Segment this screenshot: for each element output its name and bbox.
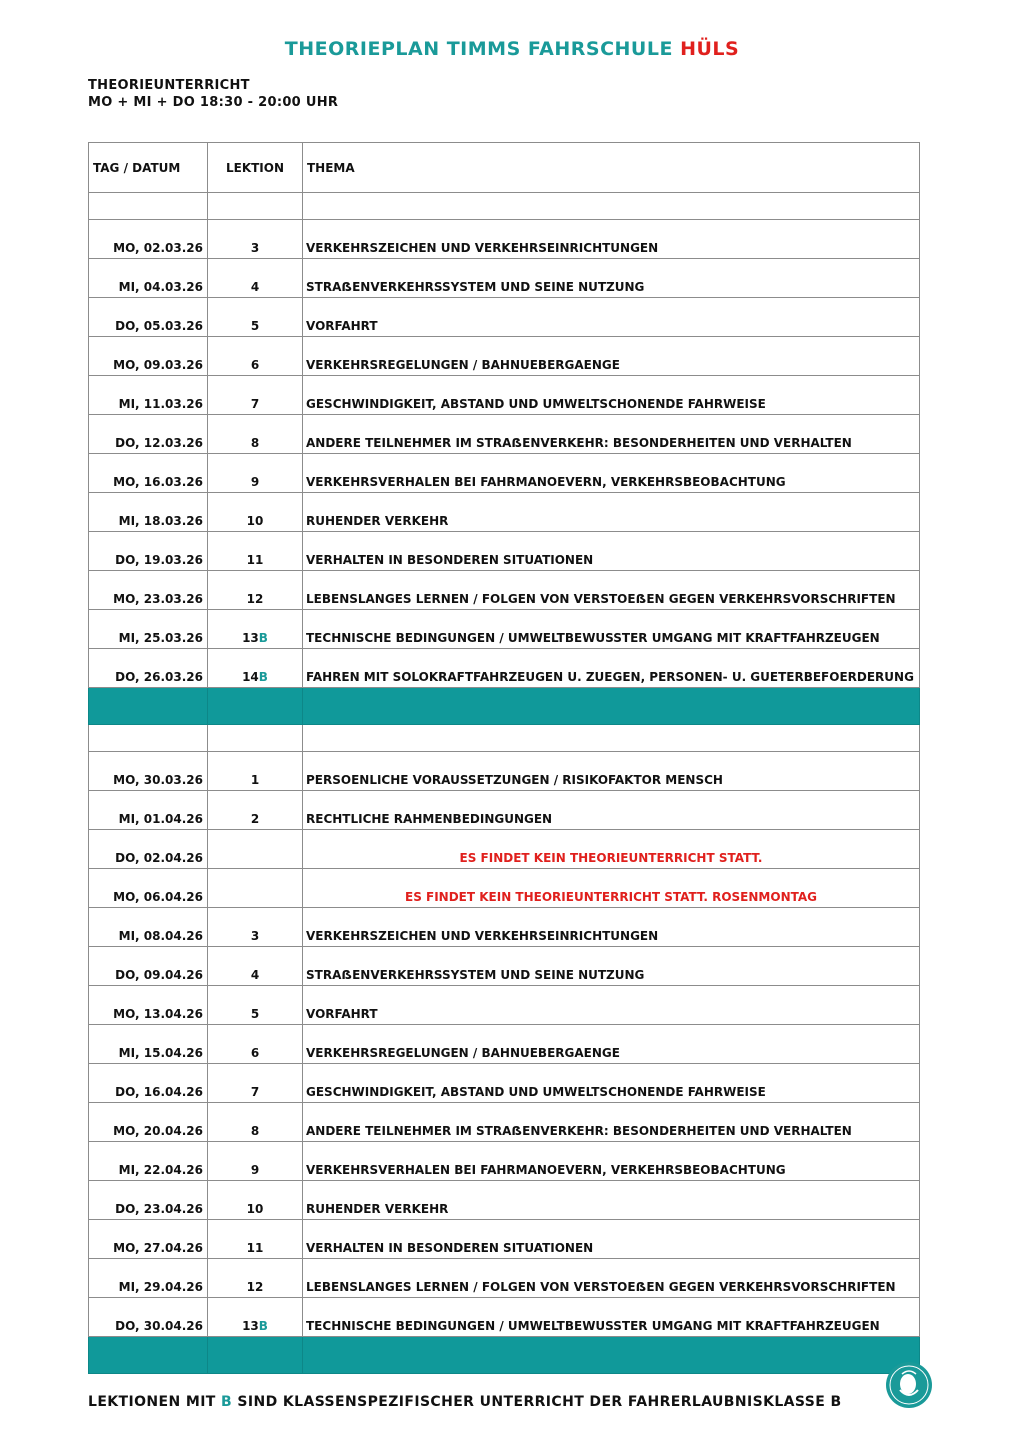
row-date: DO, 02.04.26 bbox=[89, 830, 208, 869]
footer-text-after: SIND KLASSENSPEZIFISCHER UNTERRICHT DER FAHRERLAUBNISKLASSE B bbox=[232, 1394, 842, 1410]
row-lesson bbox=[208, 376, 303, 415]
lesson-number: 8 bbox=[250, 1124, 260, 1138]
header-topic: THEMA bbox=[303, 143, 920, 193]
row-lesson bbox=[208, 532, 303, 571]
table-row bbox=[89, 869, 920, 908]
row-topic: VERKEHRSZEICHEN UND VERKEHRSEINRICHTUNGEN bbox=[303, 908, 920, 947]
row-topic: TECHNISCHE BEDINGUNGEN / UMWELTBEWUSSTER UMGANG MIT KRAFTFAHRZEUGEN bbox=[303, 610, 920, 649]
footer-note bbox=[88, 1394, 842, 1410]
lesson-class-suffix: B bbox=[258, 631, 268, 645]
row-date: MI, 04.03.26 bbox=[89, 259, 208, 298]
row-lesson bbox=[208, 791, 303, 830]
row-date: MO, 16.03.26 bbox=[89, 454, 208, 493]
row-topic: VERHALTEN IN BESONDEREN SITUATIONEN bbox=[303, 532, 920, 571]
table-row bbox=[89, 1220, 920, 1259]
table-row bbox=[89, 259, 920, 298]
row-notice: ES FINDET KEIN THEORIEUNTERRICHT STATT. bbox=[303, 830, 920, 869]
row-topic: GESCHWINDIGKEIT, ABSTAND UND UMWELTSCHONENDE FAHRWEISE bbox=[303, 1064, 920, 1103]
table-row bbox=[89, 571, 920, 610]
lesson-number: 12 bbox=[246, 592, 264, 606]
lesson-number: 11 bbox=[246, 553, 264, 567]
row-topic: PERSOENLICHE VORAUSSETZUNGEN / RISIKOFAKTOR MENSCH bbox=[303, 752, 920, 791]
row-topic: STRAẞENVERKEHRSSYSTEM UND SEINE NUTZUNG bbox=[303, 947, 920, 986]
table-row bbox=[89, 337, 920, 376]
row-lesson bbox=[208, 869, 303, 908]
lesson-number: 9 bbox=[250, 475, 260, 489]
table-row bbox=[89, 415, 920, 454]
row-lesson bbox=[208, 1259, 303, 1298]
spacer-cell bbox=[208, 725, 303, 752]
lesson-number: 9 bbox=[250, 1163, 260, 1177]
row-lesson bbox=[208, 752, 303, 791]
spacer-row bbox=[89, 193, 920, 220]
table-row bbox=[89, 532, 920, 571]
row-date: MI, 25.03.26 bbox=[89, 610, 208, 649]
row-date: DO, 09.04.26 bbox=[89, 947, 208, 986]
row-date: MO, 20.04.26 bbox=[89, 1103, 208, 1142]
header-date: TAG / DATUM bbox=[89, 143, 208, 193]
row-lesson bbox=[208, 947, 303, 986]
table-row bbox=[89, 454, 920, 493]
row-date: DO, 05.03.26 bbox=[89, 298, 208, 337]
row-date: DO, 12.03.26 bbox=[89, 415, 208, 454]
row-topic: RECHTLICHE RAHMENBEDINGUNGEN bbox=[303, 791, 920, 830]
row-topic: STRAẞENVERKEHRSSYSTEM UND SEINE NUTZUNG bbox=[303, 259, 920, 298]
spacer-cell bbox=[89, 193, 208, 220]
lesson-number: 5 bbox=[250, 1007, 260, 1021]
row-date: MI, 08.04.26 bbox=[89, 908, 208, 947]
title-accent: HÜLS bbox=[680, 38, 740, 60]
lesson-number: 6 bbox=[250, 358, 260, 372]
lesson-class-suffix: B bbox=[258, 670, 268, 684]
row-lesson bbox=[208, 1220, 303, 1259]
row-lesson bbox=[208, 1181, 303, 1220]
row-date: DO, 16.04.26 bbox=[89, 1064, 208, 1103]
row-lesson bbox=[208, 493, 303, 532]
row-date: MI, 18.03.26 bbox=[89, 493, 208, 532]
row-lesson bbox=[208, 415, 303, 454]
row-date: MI, 01.04.26 bbox=[89, 791, 208, 830]
row-date: MO, 06.04.26 bbox=[89, 869, 208, 908]
row-lesson bbox=[208, 337, 303, 376]
row-lesson bbox=[208, 1025, 303, 1064]
row-date: MO, 13.04.26 bbox=[89, 986, 208, 1025]
table-row bbox=[89, 220, 920, 259]
subtitle-line1: THEORIEUNTERRICHT bbox=[88, 78, 250, 93]
band-cell bbox=[208, 688, 303, 725]
table-row bbox=[89, 298, 920, 337]
row-topic: LEBENSLANGES LERNEN / FOLGEN VON VERSTOEẞEN GEGEN VERKEHRSVORSCHRIFTEN bbox=[303, 1259, 920, 1298]
band-cell bbox=[208, 1337, 303, 1374]
row-topic: RUHENDER VERKEHR bbox=[303, 1181, 920, 1220]
band-cell bbox=[303, 688, 920, 725]
row-topic: VERKEHRSREGELUNGEN / BAHNUEBERGAENGE bbox=[303, 337, 920, 376]
row-date: MO, 27.04.26 bbox=[89, 1220, 208, 1259]
row-lesson bbox=[208, 649, 303, 688]
row-topic: VERKEHRSZEICHEN UND VERKEHRSEINRICHTUNGEN bbox=[303, 220, 920, 259]
row-topic: VORFAHRT bbox=[303, 298, 920, 337]
row-lesson bbox=[208, 908, 303, 947]
row-topic: TECHNISCHE BEDINGUNGEN / UMWELTBEWUSSTER UMGANG MIT KRAFTFAHRZEUGEN bbox=[303, 1298, 920, 1337]
schedule-table bbox=[88, 142, 920, 1374]
row-topic: VERKEHRSVERHALEN BEI FAHRMANOEVERN, VERKEHRSBEOBACHTUNG bbox=[303, 454, 920, 493]
lesson-number: 4 bbox=[250, 280, 260, 294]
table-row bbox=[89, 1298, 920, 1337]
row-lesson bbox=[208, 1064, 303, 1103]
title-main: THEORIEPLAN TIMMS FAHRSCHULE bbox=[284, 38, 681, 60]
row-lesson bbox=[208, 298, 303, 337]
lesson-number: 14 bbox=[242, 670, 259, 684]
row-date: MI, 11.03.26 bbox=[89, 376, 208, 415]
lesson-number: 7 bbox=[250, 1085, 260, 1099]
row-date: MO, 23.03.26 bbox=[89, 571, 208, 610]
lesson-number: 3 bbox=[250, 241, 260, 255]
table-row bbox=[89, 947, 920, 986]
row-date: MO, 09.03.26 bbox=[89, 337, 208, 376]
footer-accent: B bbox=[221, 1394, 233, 1410]
row-notice: ES FINDET KEIN THEORIEUNTERRICHT STATT. ROSENMONTAG bbox=[303, 869, 920, 908]
table-row bbox=[89, 908, 920, 947]
row-topic: VORFAHRT bbox=[303, 986, 920, 1025]
row-date: MI, 22.04.26 bbox=[89, 1142, 208, 1181]
school-logo-icon bbox=[884, 1360, 934, 1410]
table-row bbox=[89, 649, 920, 688]
page-title bbox=[0, 38, 1024, 60]
band-cell bbox=[89, 688, 208, 725]
lesson-number: 3 bbox=[250, 929, 260, 943]
spacer-cell bbox=[303, 725, 920, 752]
row-topic: ANDERE TEILNEHMER IM STRAẞENVERKEHR: BESONDERHEITEN UND VERHALTEN bbox=[303, 415, 920, 454]
table-row bbox=[89, 986, 920, 1025]
row-date: DO, 23.04.26 bbox=[89, 1181, 208, 1220]
row-topic: RUHENDER VERKEHR bbox=[303, 493, 920, 532]
footer-text-before: LEKTIONEN MIT bbox=[88, 1394, 222, 1410]
band-cell bbox=[303, 1337, 920, 1374]
row-date: MI, 15.04.26 bbox=[89, 1025, 208, 1064]
lesson-class-suffix: B bbox=[258, 1319, 268, 1333]
lesson-number: 5 bbox=[250, 319, 260, 333]
lesson-number: 7 bbox=[250, 397, 260, 411]
row-lesson bbox=[208, 220, 303, 259]
table-row bbox=[89, 1025, 920, 1064]
table-row bbox=[89, 1142, 920, 1181]
row-date: DO, 30.04.26 bbox=[89, 1298, 208, 1337]
row-lesson bbox=[208, 571, 303, 610]
row-topic: VERKEHRSREGELUNGEN / BAHNUEBERGAENGE bbox=[303, 1025, 920, 1064]
lesson-number: 10 bbox=[246, 514, 264, 528]
lesson-number: 1 bbox=[250, 773, 260, 787]
lesson-number: 4 bbox=[250, 968, 260, 982]
spacer-cell bbox=[208, 193, 303, 220]
row-date: MI, 29.04.26 bbox=[89, 1259, 208, 1298]
band-cell bbox=[89, 1337, 208, 1374]
row-topic: ANDERE TEILNEHMER IM STRAẞENVERKEHR: BESONDERHEITEN UND VERHALTEN bbox=[303, 1103, 920, 1142]
row-lesson bbox=[208, 610, 303, 649]
row-lesson bbox=[208, 830, 303, 869]
table-row bbox=[89, 752, 920, 791]
table-row bbox=[89, 830, 920, 869]
separator-band bbox=[89, 688, 920, 725]
lesson-number: 6 bbox=[250, 1046, 260, 1060]
row-topic: VERKEHRSVERHALEN BEI FAHRMANOEVERN, VERKEHRSBEOBACHTUNG bbox=[303, 1142, 920, 1181]
table-row bbox=[89, 1181, 920, 1220]
table-row bbox=[89, 1103, 920, 1142]
lesson-number: 8 bbox=[250, 436, 260, 450]
table-row bbox=[89, 1259, 920, 1298]
table-row bbox=[89, 1064, 920, 1103]
row-lesson bbox=[208, 1298, 303, 1337]
row-lesson bbox=[208, 986, 303, 1025]
spacer-cell bbox=[303, 193, 920, 220]
row-date: MO, 02.03.26 bbox=[89, 220, 208, 259]
lesson-number: 11 bbox=[246, 1241, 264, 1255]
table-row bbox=[89, 610, 920, 649]
separator-band bbox=[89, 1337, 920, 1374]
lesson-number: 2 bbox=[250, 812, 260, 826]
table-row bbox=[89, 493, 920, 532]
row-topic: VERHALTEN IN BESONDEREN SITUATIONEN bbox=[303, 1220, 920, 1259]
header-lesson: LEKTION bbox=[208, 143, 303, 193]
table-header-row bbox=[89, 143, 920, 193]
lesson-number: 12 bbox=[246, 1280, 264, 1294]
table-row bbox=[89, 791, 920, 830]
row-topic: FAHREN MIT SOLOKRAFTFAHRZEUGEN U. ZUEGEN, PERSONEN- U. GUETERBEFOERDERUNG bbox=[303, 649, 920, 688]
row-lesson bbox=[208, 454, 303, 493]
row-topic: LEBENSLANGES LERNEN / FOLGEN VON VERSTOEẞEN GEGEN VERKEHRSVORSCHRIFTEN bbox=[303, 571, 920, 610]
row-date: DO, 26.03.26 bbox=[89, 649, 208, 688]
lesson-number: 13 bbox=[242, 1319, 259, 1333]
row-lesson bbox=[208, 1103, 303, 1142]
lesson-number: 10 bbox=[246, 1202, 264, 1216]
row-date: DO, 19.03.26 bbox=[89, 532, 208, 571]
lesson-number: 13 bbox=[242, 631, 259, 645]
row-lesson bbox=[208, 259, 303, 298]
row-lesson bbox=[208, 1142, 303, 1181]
spacer-cell bbox=[89, 725, 208, 752]
row-topic: GESCHWINDIGKEIT, ABSTAND UND UMWELTSCHONENDE FAHRWEISE bbox=[303, 376, 920, 415]
subtitle-line2: MO + MI + DO 18:30 - 20:00 UHR bbox=[88, 95, 339, 110]
spacer-row bbox=[89, 725, 920, 752]
table-row bbox=[89, 376, 920, 415]
row-date: MO, 30.03.26 bbox=[89, 752, 208, 791]
